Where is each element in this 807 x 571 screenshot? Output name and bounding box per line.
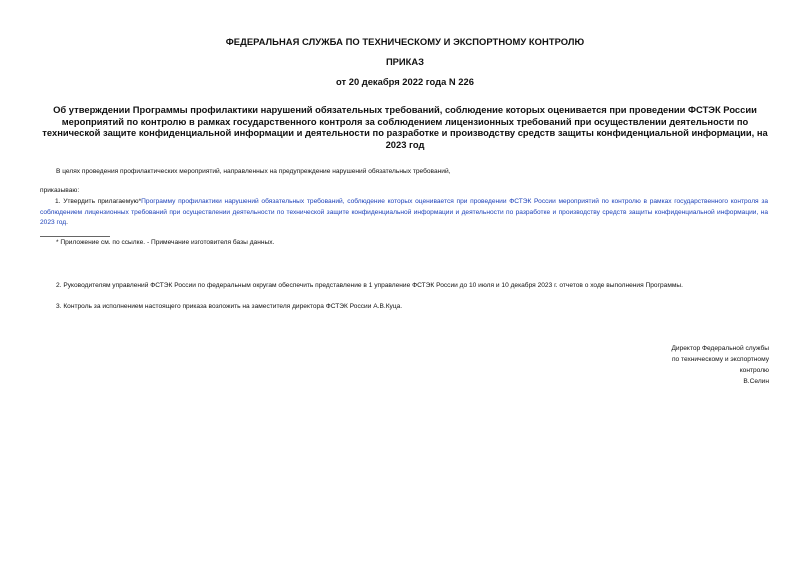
order-item-3: 3. Контроль за исполнением настоящего приказа возложить на заместителя директора ФСТЭК России А.В.Куца. <box>56 303 403 310</box>
program-link[interactable]: Программу профилактики нарушений обязательных требований, соблюдение которых оценивается при проведении ФСТЭК России мероприятий по контролю в рамках государственного контроля за соблюдением лицензионных требований при осуществлении деятельности по технической защите конфиденциальной информации и деятельности по разработке и производству средств защиты конфиденциальной информации, на 2023 год <box>40 198 769 226</box>
footnote: * Приложение см. по ссылке. - Примечание изготовителя базы данных. <box>56 239 275 246</box>
signature-line-3: контролю <box>739 367 769 374</box>
signatory-name: В.Селин <box>743 378 769 385</box>
preamble-paragraph: В целях проведения профилактических мероприятий, направленных на предупреждение нарушений обязательных требований, <box>56 168 451 175</box>
document-title: Об утверждении Программы профилактики нарушений обязательных требований, соблюдение которых оценивается при проведении ФСТЭК России мероприятий по контролю в рамках государственного контроля за соблюдением лицензионных требований при осуществлении деятельности по технической защите конфиденциальной информации и деятельности по разработке и производству средств защиты конфиденциальной информации, на 2023 год <box>42 104 768 150</box>
item1-suffix: . <box>66 219 68 226</box>
item1-prefix: 1. Утвердить прилагаемую* <box>55 198 142 205</box>
agency-name: ФЕДЕРАЛЬНАЯ СЛУЖБА ПО ТЕХНИЧЕСКОМУ И ЭКСПОРТНОМУ КОНТРОЛЮ <box>225 36 585 47</box>
order-type: ПРИКАЗ <box>385 56 425 67</box>
order-item-2: 2. Руководителям управлений ФСТЭК России по федеральным округам обеспечить представление в 1 управление ФСТЭК России до 10 июля и 10 декабря 2023 г. отчетов о ходе выполнения Программы. <box>56 282 683 289</box>
order-item-1 <box>40 197 768 229</box>
order-date: от 20 декабря 2022 года N 226 <box>336 76 474 87</box>
signature-line-2: по техническому и экспортному <box>671 356 769 363</box>
order-word: приказываю: <box>40 187 80 194</box>
signature-line-1: Директор Федеральной службы <box>671 345 769 352</box>
signature-block <box>671 343 769 387</box>
footnote-divider <box>40 236 110 237</box>
